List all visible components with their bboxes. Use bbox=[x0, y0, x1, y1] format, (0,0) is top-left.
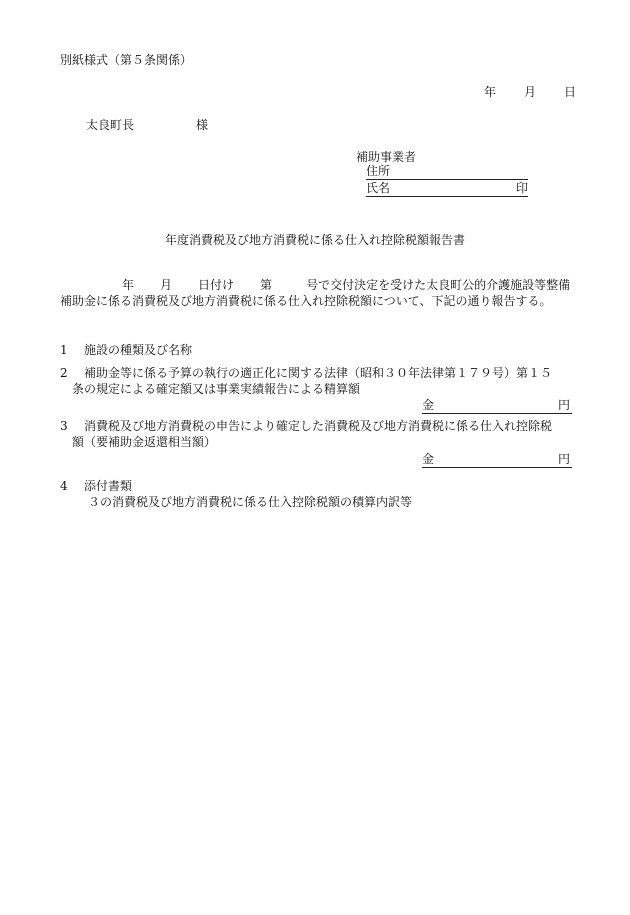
seal-mark: 印 bbox=[515, 181, 528, 195]
document-title: 年度消費税及び地方消費税に係る仕入れ控除税額報告書 bbox=[164, 233, 465, 247]
item-number: 2 bbox=[60, 366, 68, 380]
item-number: 4 bbox=[60, 479, 68, 493]
body-day-suffix: 日付け bbox=[198, 278, 235, 292]
form-label: 別紙様式（第５条関係） bbox=[60, 53, 193, 67]
list-item bbox=[60, 478, 576, 510]
applicant-name-field bbox=[366, 180, 528, 197]
addressee-honorific: 様 bbox=[196, 118, 209, 132]
addressee-name: 太良町長 bbox=[86, 118, 135, 132]
date-day: 日 bbox=[564, 85, 577, 99]
item-continuation: 額（要補助金返還相当額） bbox=[72, 435, 217, 449]
list-item bbox=[60, 365, 576, 397]
item-number: 1 bbox=[60, 343, 68, 357]
body-month: 月 bbox=[160, 278, 173, 292]
addressee bbox=[86, 117, 208, 133]
amount-prefix: 金 bbox=[422, 452, 435, 466]
amount-suffix: 円 bbox=[557, 452, 570, 466]
body-year: 年 bbox=[122, 278, 135, 292]
item-text: 消費税及び地方消費税の申告により確定した消費税及び地方消費税に係る仕入れ控除税 bbox=[84, 419, 553, 433]
item-continuation: 条の規定による確定額又は事業実績報告による精算額 bbox=[72, 382, 361, 396]
applicant-address-field bbox=[366, 163, 528, 180]
applicant-title: 補助事業者 bbox=[356, 150, 417, 164]
item-text: 添付書類 bbox=[84, 479, 133, 493]
amount-suffix: 円 bbox=[557, 398, 570, 412]
address-label: 住所 bbox=[366, 164, 391, 178]
name-label: 氏名 bbox=[366, 181, 391, 195]
body-paragraph bbox=[60, 277, 576, 309]
item-number: 3 bbox=[60, 419, 68, 433]
date-line bbox=[484, 84, 576, 100]
amount-prefix: 金 bbox=[422, 398, 435, 412]
item-continuation: ３の消費税及び地方消費税に係る仕入控除税額の積算内訳等 bbox=[88, 495, 413, 509]
amount-field bbox=[422, 397, 572, 414]
list-item bbox=[60, 342, 576, 358]
date-year: 年 bbox=[484, 85, 497, 99]
list-item bbox=[60, 418, 576, 450]
body-number-prefix: 第 bbox=[260, 278, 273, 292]
amount-field bbox=[422, 451, 572, 468]
body-rest: 号で交付決定を受けた太良町公的介護施設等整備補助金に係る消費税及び地方消費税に係る仕入れ控除税額について、下記の通り報告する。 bbox=[60, 278, 571, 308]
date-month: 月 bbox=[524, 85, 537, 99]
item-text: 施設の種類及び名称 bbox=[84, 343, 193, 357]
item-text: 補助金等に係る予算の執行の適正化に関する法律（昭和３０年法律第１７９号）第１５ bbox=[84, 366, 553, 380]
